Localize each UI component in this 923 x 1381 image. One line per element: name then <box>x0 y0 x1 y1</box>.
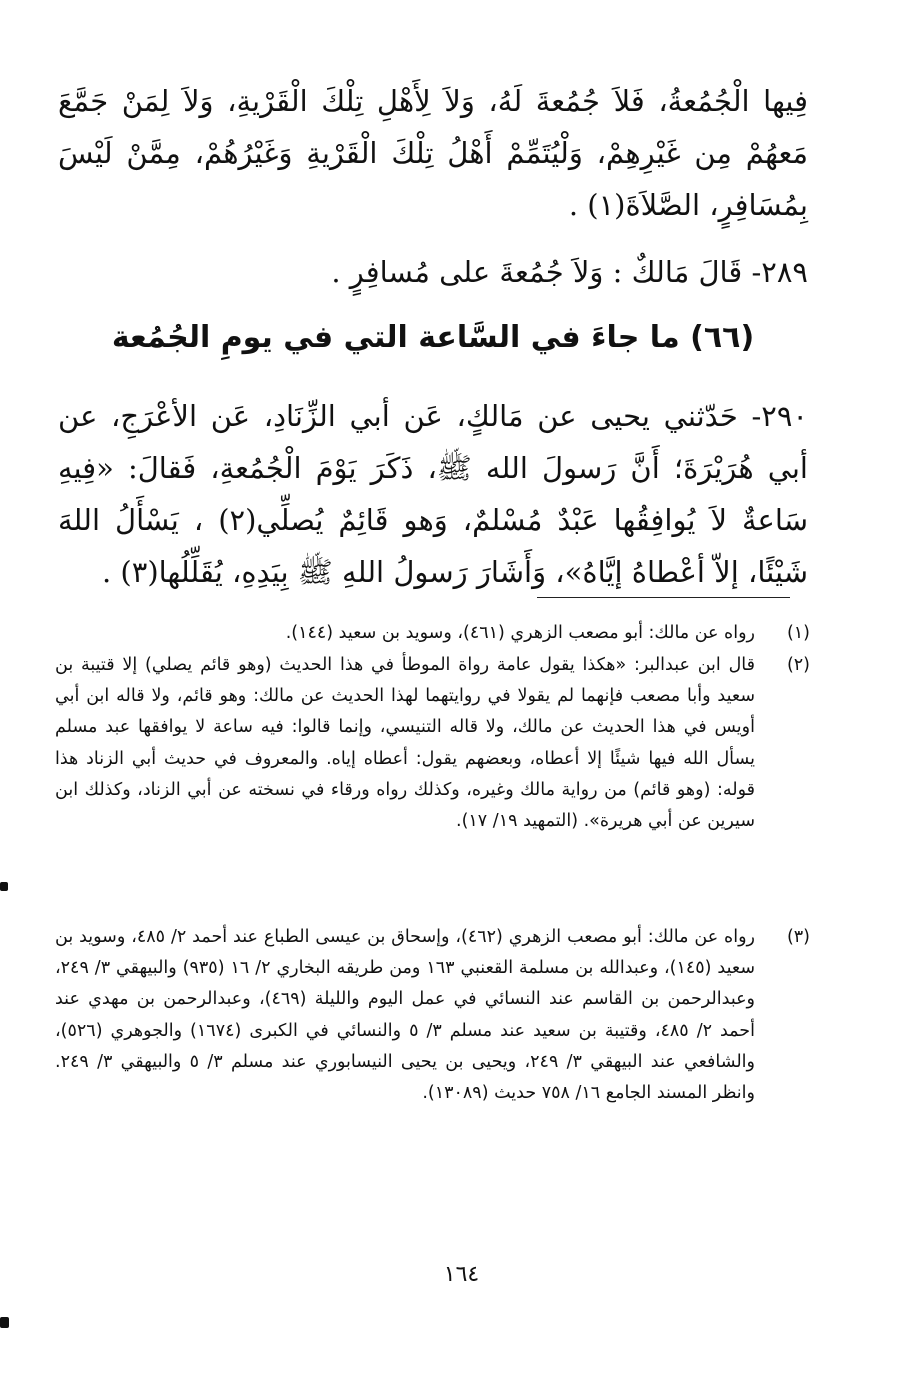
footnote-text: رواه عن مالك: أبو مصعب الزهري (٤٦١)، وسويد بن سعيد (١٤٤). <box>285 623 755 643</box>
paragraph-289: ٢٨٩- قَالَ مَالكٌ : وَلاَ جُمُعةَ على مُسافِرٍ . <box>331 255 808 289</box>
page-number: ١٦٤ <box>443 1262 480 1287</box>
continued-paragraph: فِيها الْجُمُعةُ، فَلاَ جُمُعةَ لَهُ، وَلاَ لِأَهْلِ تِلْكَ الْقَرْيةِ، وَلاَ لِمَنْ جَمَّعَ مَعهُمْ مِن غَيْرِهِمْ، وَلْيُتَمِّمْ أَهْلُ تِلْكَ الْقَرْيةِ وَغَيْرُهُمْ، مِمَّنْ لَيْسَ بِمُسَافِرٍ، الصَّلاَةَ(١) . <box>58 84 808 222</box>
footnote-3 <box>55 922 810 1109</box>
scan-mark <box>0 882 8 891</box>
footnote-number: (٣) <box>786 927 810 947</box>
chapter-heading: (٦٦) ما جاءَ في السَّاعة التي في يومِ الجُمُعة <box>111 320 755 355</box>
footnote-separator <box>537 597 790 598</box>
footnote-number: (٢) <box>786 655 810 675</box>
footnote-1 <box>55 618 810 649</box>
scan-mark <box>0 1317 9 1328</box>
footnote-2 <box>55 650 810 837</box>
footnote-number: (١) <box>786 623 810 643</box>
footnote-text: رواه عن مالك: أبو مصعب الزهري (٤٦٢)، وإسحاق بن عيسى الطباع عند أحمد ٢/ ٤٨٥، وسويد بن سعيد (١٤٥)، وعبدالله بن مسلمة القعنبي ١٦٣ ومن طريقه البخاري ٢/ ١٦ (٩٣٥) والبيهقي ٣/ ٢٤٩، وعبدالرحمن بن القاسم عند النسائي في عمل اليوم والليلة (٤٦٩)، وعبدالرحمن بن مهدي عند أحمد ٢/ ٤٨٥، وقتيبة بن سعيد عند مسلم ٣/ ٥ والنسائي في الكبرى (١٦٧٤) والجوهري (٥٢٦)، والشافعي عند البيهقي ٣/ ٢٤٩، ويحيى بن يحيى النيسابوري عند مسلم ٣/ ٥ والبيهقي ٣/ ٢٤٩. وانظر المسند الجامع ١٦/ ٧٥٨ حديث (١٣٠٨٩). <box>55 927 755 1104</box>
paragraph-290: ٢٩٠- حَدّثني يحيى عن مَالكٍ، عَن أبي الزِّنَادِ، عَن الأعْرَجِ، عن أبي هُرَيْرَةَ؛ أَنَّ رَسولَ الله ﷺ، ذَكَرَ يَوْمَ الْجُمُعةِ، فَقالَ: «فِيهِ سَاعةٌ لاَ يُوافِقُها عَبْدٌ مُسْلمٌ، وَهو قَائِمٌ يُصلِّي(٢) ، يَسْأَلُ اللهَ شَيْئًا، إلاّ أعْطاهُ إيَّاهُ»، وَأَشَارَ رَسولُ اللهِ ﷺ بِيَدِهِ، يُقَلِّلُها(٣) . <box>58 399 808 589</box>
footnote-text: قال ابن عبدالبر: «هكذا يقول عامة رواة الموطأ في هذا الحديث (وهو قائم يصلي) إلا قتيبة بن سعيد وأبا مصعب فإنهما لم يقولا في روايتهما لهذا الحديث عن مالك: وهو قائم، ولا قاله ابن أبي أويس في هذا الحديث عن مالك، ولا قاله التنيسي، وإنما قالوا: فيه ساعة لا يوافقها عبد مسلم يسأل الله فيها شيئًا إلا أعطاه، وبعضهم يقول: أعطاه إياه. والمعروف في حديث أبي الزناد هذا قوله: (وهو قائم) من رواية مالك وغيره، وكذلك رواه ورقاء في نسخته عن أبي الزناد، وكذلك ابن سيرين عن أبي هريرة». (التمهيد ١٩/ ١٧). <box>55 655 755 832</box>
